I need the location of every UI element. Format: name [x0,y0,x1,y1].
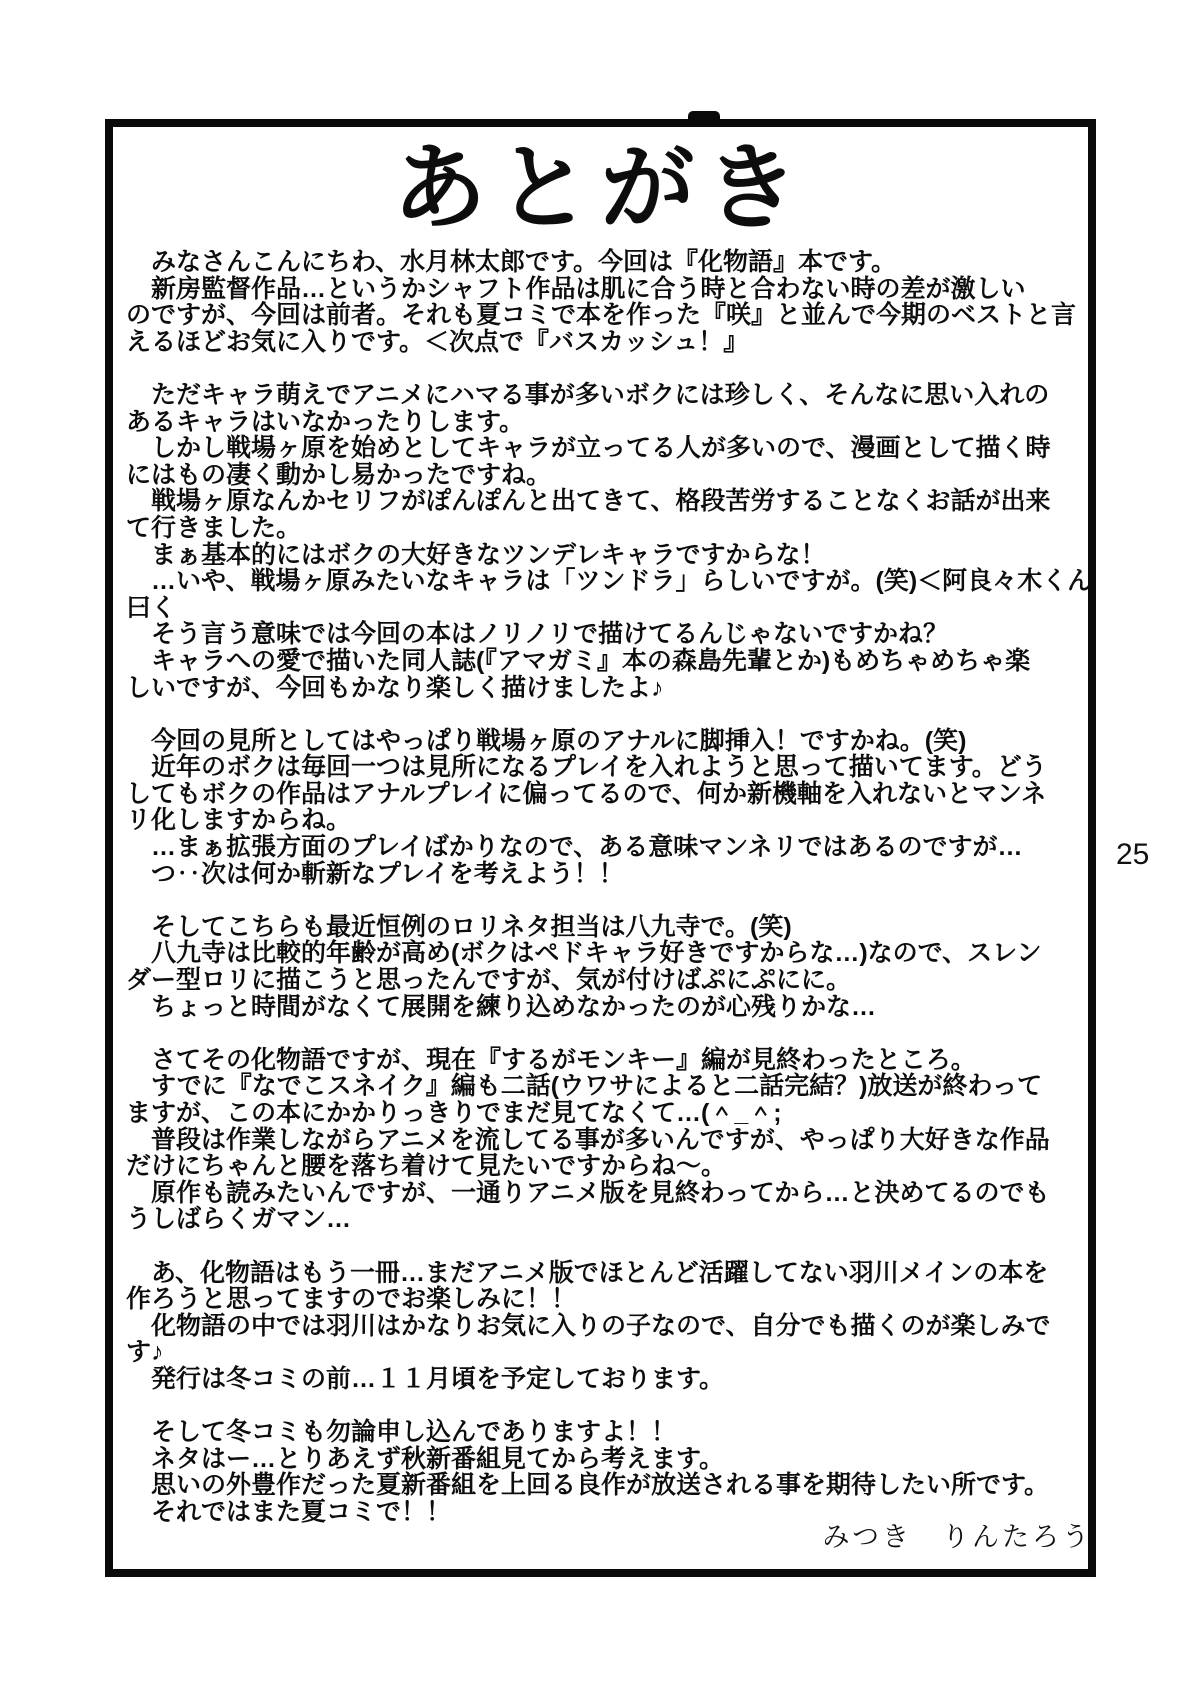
afterword-line: て行きました。 [126,513,302,542]
afterword-line: しいですが、今回もかなり楽しく描けましたよ♪ [126,673,664,702]
afterword-line: キャラへの愛で描いた同人誌(『アマガミ』本の森島先輩とか)もめちゃめちゃ楽 [126,646,1031,675]
paragraph-gap [126,1393,1075,1420]
afterword-line: 戦場ヶ原なんかセリフがぽんぽんと出てきて、格段苦労することなくお話が出来 [126,487,1051,516]
afterword-line: みなさんこんにちわ、水月林太郎です。今回は『化物語』本です。 [126,248,897,276]
afterword-line: だけにちゃんと腰を落ち着けて見たいですからね～。 [126,1152,727,1181]
afterword-panel [105,119,1096,1577]
afterword-line: まぁ基本的にはボクの大好きなツンデレキャラですからな！ [126,540,826,569]
afterword-line: …いや、戦場ヶ原みたいなキャラは「ツンドラ」らしいですが。(笑)＜阿良々木くん [126,567,1093,596]
afterword-line: 思いの外豊作だった夏新番組を上回る良作が放送される事を期待したい所です。 [126,1471,1050,1500]
page-number: 25 [1116,838,1150,871]
afterword-line: さてその化物語ですが、現在『するがモンキー』編が見終わったところ。 [126,1045,976,1074]
paragraph-gap [126,701,1075,728]
afterword-line: 八九寺は比較的年齢が高め(ボクはペドキャラ好きですからな…)なので、スレン [126,939,1042,968]
afterword-line: 普段は作業しながらアニメを流してる事が多いんですが、やっぱり大好きな作品 [126,1125,1050,1154]
afterword-line: ネタはー…とりあえず秋新番組見てから考えます。 [126,1444,725,1473]
afterword-line: すでに『なでこスネイク』編も二話(ウワサによると二話完結？)放送が終わって [126,1072,1043,1101]
afterword-line: ますが、この本にかかりっきりでまだ見てなくて…(＾_＾; [126,1099,782,1127]
afterword-line: そしてこちらも最近恒例のロリネタ担当は八九寺で。(笑) [126,912,792,941]
afterword-line: 原作も読みたいんですが、一通りアニメ版を見終わってから…と決めてるのでも [126,1178,1050,1207]
afterword-line: 発行は冬コミの前…１１月頃を予定しております。 [126,1364,725,1393]
paragraph-gap [126,355,1075,382]
afterword-line: ちょっと時間がなくて展開を練り込めなかったのが心残りかな… [126,992,877,1021]
afterword-line: 曰く [126,593,177,622]
afterword-line: にはもの凄く動かし易かったですね。 [126,460,552,489]
afterword-line: のですが、今回は前者。それも夏コミで本を作った『咲』と並んで今期のベストと言 [126,301,1077,330]
afterword-body [113,245,1093,1526]
afterword-line: 今回の見所としてはやっぱり戦場ヶ原のアナルに脚挿入！ですかね。(笑) [126,726,967,755]
paragraph-gap [126,1020,1075,1047]
paragraph-gap [126,887,1075,914]
afterword-line: 作ろうと思ってますのでお楽しみに！！ [126,1285,577,1314]
paragraph-gap [126,1233,1075,1260]
afterword-line: それではまた夏コミで！！ [126,1497,452,1526]
afterword-line: しかし戦場ヶ原を始めとしてキャラが立ってる人が多いので、漫画として描く時 [126,434,1051,463]
afterword-line: えるほどお気に入りです。＜次点で『バスカッシュ！』 [126,327,749,356]
afterword-line: そして冬コミも勿論申し込んでありますよ！！ [126,1418,677,1447]
afterword-line: 新房監督作品…というかシャフト作品は肌に合う時と合わない時の差が激しい [126,274,1026,303]
afterword-line: す♪ [126,1338,164,1367]
afterword-line: あ、化物語はもう一冊…まだアニメ版でほとんど活躍してない羽川メインの本を [126,1258,1049,1287]
afterword-line: …まぁ拡張方面のプレイばかりなので、ある意味マンネリではあるのですが… [126,833,1023,862]
afterword-line: ただキャラ萌えでアニメにハマる事が多いボクには珍しく、そんなに思い入れの [126,380,1050,409]
afterword-line: してもボクの作品はアナルプレイに偏ってるので、何か新機軸を入れないとマンネ [126,779,1047,808]
afterword-line: そう言う意味では今回の本はノリノリで描けてるんじゃないですかね？ [126,620,949,649]
afterword-line: リ化しますからね。 [126,806,352,835]
afterword-line: ダー型ロリに描こうと思ったんですが、気が付けばぷにぷにに。 [126,966,852,995]
afterword-line: 近年のボクは毎回一つは見所になるプレイを入れようと思って描いてます。どう [126,753,1047,782]
afterword-line: つ‥次は何か斬新なプレイを考えよう！！ [126,859,624,888]
afterword-line: あるキャラはいなかったりします。 [126,407,525,436]
afterword-line: うしばらくガマン… [126,1205,352,1234]
afterword-line: 化物語の中では羽川はかなりお気に入りの子なので、自分でも描くのが楽しみで [126,1311,1051,1340]
author-signature: みつき りんたろう [822,1522,1092,1552]
afterword-title: あとがき [392,135,809,240]
